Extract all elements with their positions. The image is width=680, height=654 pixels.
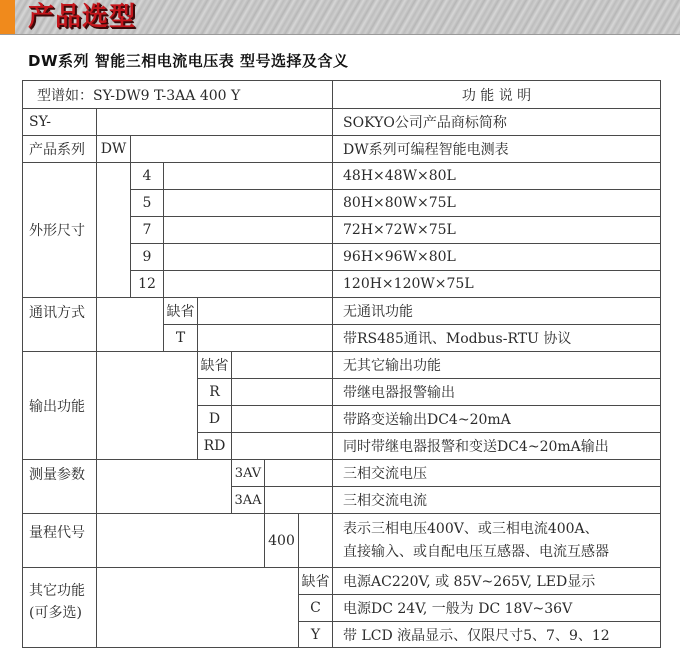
measure-desc-3aa: 三相交流电流 bbox=[332, 486, 661, 514]
output-spacer bbox=[96, 351, 198, 460]
output-code-d: D bbox=[197, 405, 232, 433]
other-label-line2: (可多选) bbox=[29, 605, 82, 621]
output-code-r: R bbox=[197, 378, 232, 406]
range-desc-line1: 表示三相电压400V、或三相电流400A、 bbox=[343, 520, 599, 537]
comm-spacer bbox=[96, 297, 164, 352]
output-blank-rd bbox=[231, 432, 333, 460]
banner-title: 产品选型 bbox=[28, 2, 137, 32]
size-code-12: 12 bbox=[130, 270, 164, 298]
other-desc-y: 带 LCD 液晶显示、仅限尺寸5、7、9、12 bbox=[332, 621, 661, 648]
header-example-model: 型谱如：SY-DW9 T-3AA 400 Y bbox=[22, 80, 333, 109]
other-desc-c: 电源DC 24V, 一般为 DC 18V~36V bbox=[332, 594, 661, 622]
series-desc: DW系列可编程智能电测表 bbox=[332, 135, 661, 163]
other-code-c: C bbox=[298, 594, 333, 622]
other-label-line1: 其它功能 bbox=[29, 583, 85, 599]
other-label bbox=[22, 567, 97, 648]
comm-desc-t: 带RS485通讯、Modbus-RTU 协议 bbox=[332, 324, 661, 352]
output-code-default: 缺省 bbox=[197, 351, 232, 379]
header-function: 功 能 说 明 bbox=[332, 80, 661, 109]
prefix-code: SY- bbox=[22, 108, 97, 136]
size-desc-4: 48H×48W×80L bbox=[332, 162, 661, 190]
comm-blank-default bbox=[197, 297, 333, 325]
size-blank-7 bbox=[163, 216, 333, 244]
prefix-desc: SOKYO公司产品商标简称 bbox=[332, 108, 661, 136]
size-desc-12: 120H×120W×75L bbox=[332, 270, 661, 298]
series-code: DW bbox=[96, 135, 131, 163]
size-desc-9: 96H×96W×80L bbox=[332, 243, 661, 271]
size-code-4: 4 bbox=[130, 162, 164, 190]
size-code-7: 7 bbox=[130, 216, 164, 244]
comm-code-default: 缺省 bbox=[163, 297, 198, 325]
comm-desc-default: 无通讯功能 bbox=[332, 297, 661, 325]
output-blank-d bbox=[231, 405, 333, 433]
output-label: 输出功能 bbox=[22, 351, 97, 460]
measure-spacer bbox=[96, 459, 232, 514]
other-code-default: 缺省 bbox=[298, 567, 333, 595]
size-spacer bbox=[96, 162, 131, 298]
output-code-rd: RD bbox=[197, 432, 232, 460]
measure-blank-3av bbox=[264, 459, 333, 487]
output-blank-default bbox=[231, 351, 333, 379]
prefix-blank bbox=[96, 108, 333, 136]
measure-blank-3aa bbox=[264, 486, 333, 514]
comm-blank-t bbox=[197, 324, 333, 352]
model-selection-table bbox=[22, 80, 661, 648]
size-code-9: 9 bbox=[130, 243, 164, 271]
output-desc-r: 带继电器报警输出 bbox=[332, 378, 661, 406]
size-desc-7: 72H×72W×75L bbox=[332, 216, 661, 244]
output-blank-r bbox=[231, 378, 333, 406]
size-label: 外形尺寸 bbox=[22, 162, 97, 298]
series-blank bbox=[130, 135, 333, 163]
size-blank-12 bbox=[163, 270, 333, 298]
comm-code-t: T bbox=[163, 324, 198, 352]
size-blank-4 bbox=[163, 162, 333, 190]
range-blank bbox=[298, 513, 333, 568]
measure-label: 测量参数 bbox=[22, 459, 97, 514]
output-desc-rd: 同时带继电器报警和变送DC4~20mA输出 bbox=[332, 432, 661, 460]
size-desc-5: 80H×80W×75L bbox=[332, 189, 661, 217]
other-desc-default: 电源AC220V, 或 85V~265V, LED显示 bbox=[332, 567, 661, 595]
table-title: DW系列 智能三相电流电压表 型号选择及含义 bbox=[28, 52, 349, 70]
size-blank-5 bbox=[163, 189, 333, 217]
range-desc bbox=[332, 513, 661, 568]
series-label: 产品系列 bbox=[22, 135, 97, 163]
output-desc-default: 无其它输出功能 bbox=[332, 351, 661, 379]
other-code-y: Y bbox=[298, 621, 333, 648]
range-spacer bbox=[96, 513, 265, 568]
range-label: 量程代号 bbox=[22, 513, 97, 568]
size-blank-9 bbox=[163, 243, 333, 271]
comm-label: 通讯方式 bbox=[22, 297, 97, 352]
banner-accent-bar bbox=[0, 0, 15, 34]
measure-code-3av: 3AV bbox=[231, 459, 265, 487]
other-spacer bbox=[96, 567, 299, 648]
measure-desc-3av: 三相交流电压 bbox=[332, 459, 661, 487]
size-code-5: 5 bbox=[130, 189, 164, 217]
measure-code-3aa: 3AA bbox=[231, 486, 265, 514]
range-desc-line2: 直接输入、或自配电压互感器、电流互感器 bbox=[343, 543, 609, 560]
output-desc-d: 带路变送输出DC4~20mA bbox=[332, 405, 661, 433]
range-code: 400 bbox=[264, 513, 299, 568]
section-banner bbox=[0, 0, 680, 35]
